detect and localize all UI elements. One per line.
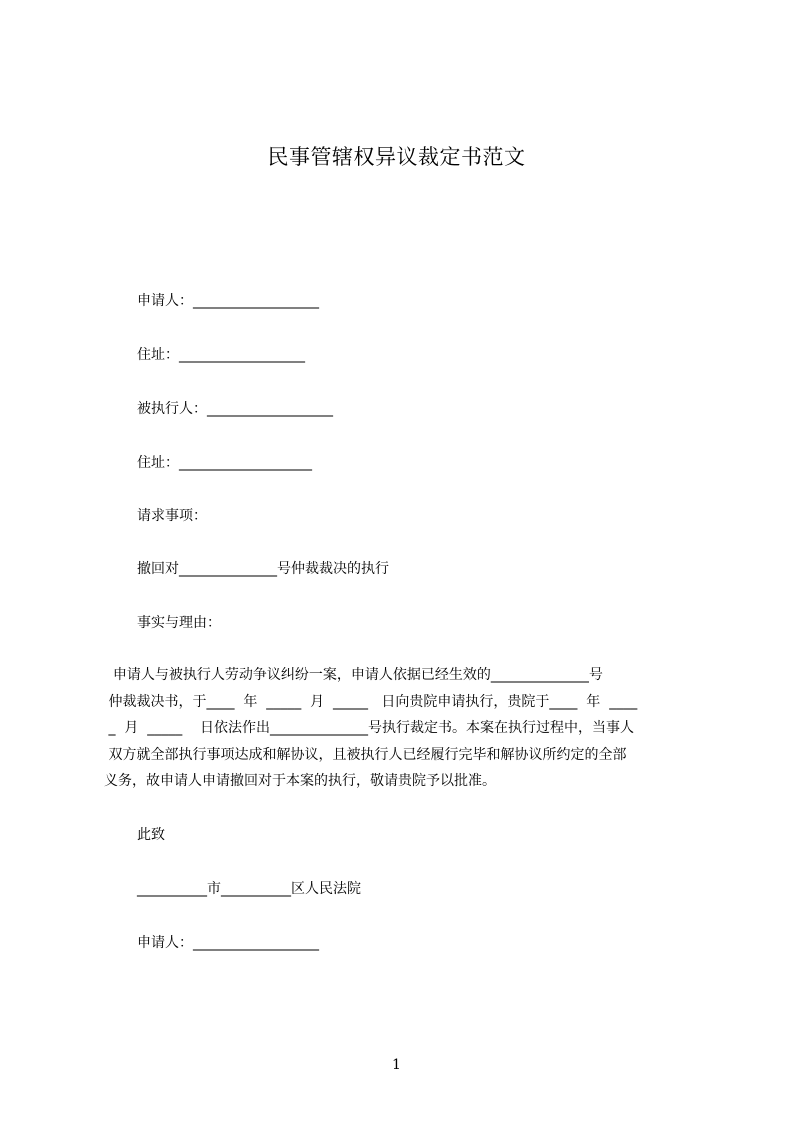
facts-line: 义务，故申请人申请撤回对于本案的执行，敬请贵院予以批准。	[104, 773, 496, 789]
court-line: __________市__________区人民法院	[137, 881, 361, 897]
facts-line: 申请人与被执行人劳动争议纠纷一案，申请人依据已经生效的______________号	[104, 667, 603, 683]
facts-line: 仲裁裁决书，于____ 年 _____ 月 _____ 日向贵院申请执行，贵院于____ 年 ____	[104, 693, 638, 710]
respondent-address-field: 住址：___________________	[137, 455, 312, 471]
document-title: 民事管辖权异议裁定书范文	[267, 145, 526, 169]
respondent-field: 被执行人：__________________	[137, 401, 333, 417]
applicant-address-field: 住址：__________________	[137, 347, 305, 363]
facts-heading: 事实与理由：	[137, 615, 221, 631]
salutation: 此致	[137, 827, 165, 843]
facts-paragraph	[104, 662, 700, 795]
request-item: 撤回对______________号仲裁裁决的执行	[137, 561, 389, 577]
request-heading: 请求事项：	[137, 508, 207, 524]
facts-line: _ 月 _____ 日依法作出______________号执行裁定书。本案在执行过程中，当事人	[104, 720, 635, 736]
applicant-field: 申请人：__________________	[137, 293, 319, 309]
facts-line: 双方就全部执行事项达成和解协议，且被执行人已经履行完毕和解协议所约定的全部	[104, 746, 627, 763]
signature-field: 申请人：__________________	[137, 935, 319, 951]
page-number: 1	[392, 1057, 401, 1073]
